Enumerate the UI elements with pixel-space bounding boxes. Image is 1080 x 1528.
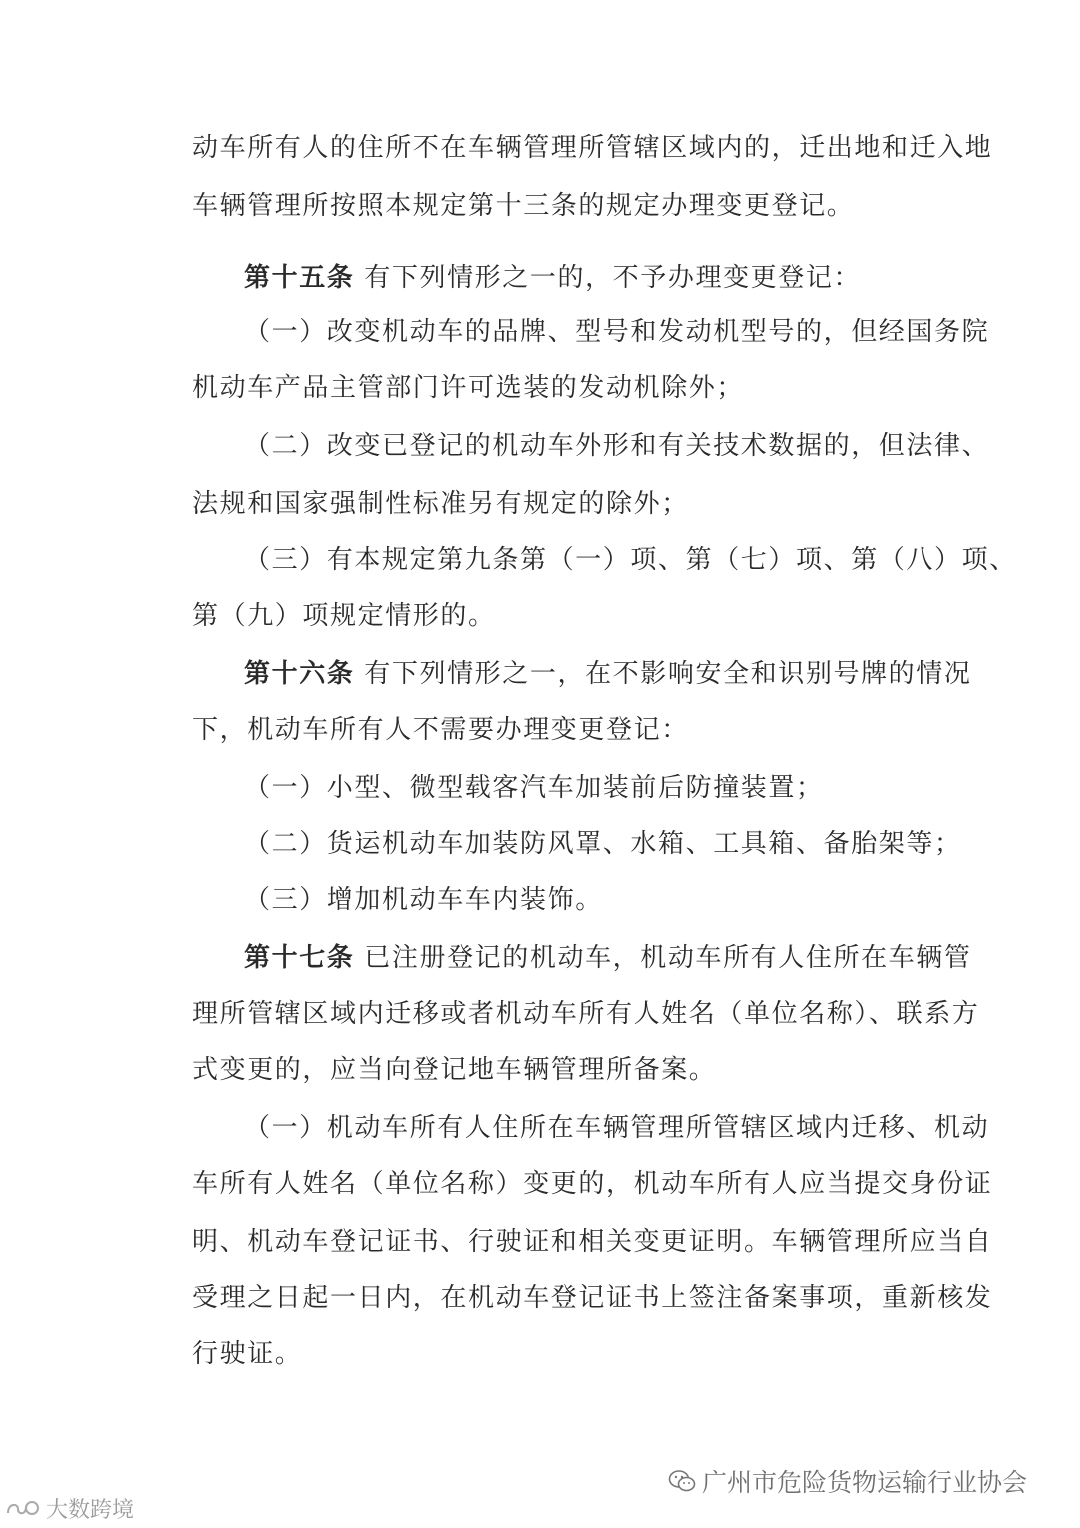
text-line: 法规和国家强制性标准另有规定的除外； (192, 489, 689, 519)
bottom-logo-text: 大数跨境 (46, 1497, 135, 1523)
article-heading-16: 第十六条 有下列情形之一，在不影响安全和识别号牌的情况 (244, 659, 972, 689)
article-number: 第十七条 (244, 943, 355, 973)
text-line: 动车所有人的住所不在车辆管理所管辖区域内的，迁出地和迁入地 (192, 133, 993, 163)
text-line: （一）小型、微型载客汽车加装前后防撞装置； (244, 773, 824, 803)
text-line: 理所管辖区域内迁移或者机动车所有人姓名（单位名称）、联系方 (192, 999, 980, 1029)
article-heading-15: 第十五条 有下列情形之一的，不予办理变更登记： (244, 263, 862, 293)
text-line: 车辆管理所按照本规定第十三条的规定办理变更登记。 (192, 191, 855, 221)
wechat-watermark (668, 1461, 1027, 1501)
text-line: 行驶证。 (192, 1339, 303, 1369)
text-line: （二）货运机动车加装防风罩、水箱、工具箱、备胎架等； (244, 829, 962, 859)
text-line: （二）改变已登记的机动车外形和有关技术数据的，但法律、 (244, 431, 990, 461)
text-line: 车所有人姓名（单位名称）变更的，机动车所有人应当提交身份证 (192, 1169, 993, 1199)
text-line: 式变更的，应当向登记地车辆管理所备案。 (192, 1055, 717, 1085)
text-line: 受理之日起一日内，在机动车登记证书上签注备案事项，重新核发 (192, 1283, 993, 1313)
article-number: 第十六条 (244, 659, 355, 689)
text-line: （三）有本规定第九条第（一）项、第（七）项、第（八）项、 (244, 545, 1017, 575)
text-line: 第（九）项规定情形的。 (192, 601, 496, 631)
watermark-text: 广州市危险货物运输行业协会 (702, 1468, 1028, 1497)
loop-logo-icon (4, 1497, 42, 1519)
article-number: 第十五条 (244, 263, 355, 293)
text-line: 明、机动车登记证书、行驶证和相关变更证明。车辆管理所应当自 (192, 1227, 993, 1257)
text-line: （三）增加机动车车内装饰。 (244, 885, 603, 915)
text-line: （一）机动车所有人住所在车辆管理所管辖区域内迁移、机动 (244, 1113, 990, 1143)
text-line: 机动车产品主管部门许可选装的发动机除外； (192, 373, 745, 403)
wechat-icon (668, 1469, 696, 1493)
text-line: （一）改变机动车的品牌、型号和发动机型号的，但经国务院 (244, 317, 990, 347)
article-heading-17: 第十七条 已注册登记的机动车，机动车所有人住所在车辆管 (244, 943, 972, 973)
bottom-logo (4, 1492, 134, 1524)
text-line: 下，机动车所有人不需要办理变更登记： (192, 715, 689, 745)
